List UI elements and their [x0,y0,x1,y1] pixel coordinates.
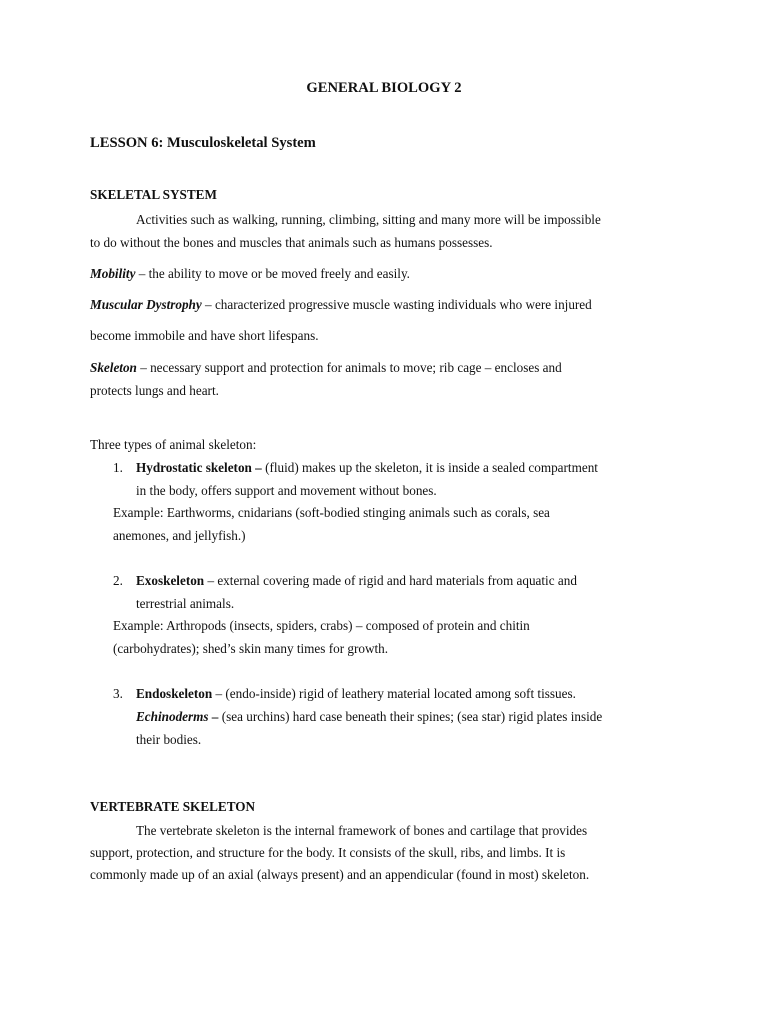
echinoderms-term: Echinoderms – [136,709,219,724]
hydrostatic-text: (fluid) makes up the skeleton, it is inside a sealed compartment [261,460,598,475]
echinoderms-item [136,710,602,723]
intro-line-2: to do without the bones and muscles that animals such as humans possesses. [90,235,493,250]
vertebrate-skeleton-heading: VERTEBRATE SKELETON [90,799,256,814]
mobility-text: – the ability to move or be moved freely and easily. [135,266,410,281]
types-intro: Three types of animal skeleton: [90,437,257,452]
list-number-1: 1. [113,460,123,475]
vertebrate-line-1: The vertebrate skeleton is the internal framework of bones and cartilage that provides [136,823,588,838]
dystrophy-term: Muscular Dystrophy [90,297,202,312]
skeletal-system-heading: SKELETAL SYSTEM [90,187,217,202]
document-title: GENERAL BIOLOGY 2 [306,80,462,96]
exoskeleton-text: – external covering made of rigid and hard materials from aquatic and [204,573,577,588]
skeleton-definition [90,361,562,374]
echinoderms-text: (sea urchins) hard case beneath their spines; (sea star) rigid plates inside [218,709,603,724]
dystrophy-definition-line-2: become immobile and have short lifespans. [90,328,319,343]
exoskeleton-example-line-1: Example: Arthropods (insects, spiders, crabs) – composed of protein and chitin [113,618,530,633]
list-number-2: 2. [113,573,123,588]
vertebrate-line-3: commonly made up of an axial (always present) and an appendicular (found in most) skeleton. [90,867,590,882]
lesson-heading: LESSON 6: Musculoskeletal System [90,135,316,151]
endoskeleton-term: Endoskeleton [136,686,213,701]
exoskeleton-text-line-2: terrestrial animals. [136,596,235,611]
hydrostatic-example-line-1: Example: Earthworms, cnidarians (soft-bodied stinging animals such as corals, sea [113,505,550,520]
dystrophy-definition [90,298,592,311]
exoskeleton-item [136,574,577,587]
endoskeleton-item [136,687,576,700]
skeleton-term: Skeleton [90,360,137,375]
exoskeleton-term: Exoskeleton [136,573,205,588]
hydrostatic-text-line-2: in the body, offers support and movement without bones. [136,483,437,498]
list-number-3: 3. [113,686,123,701]
exoskeleton-example-line-2: (carbohydrates); shed’s skin many times for growth. [113,641,389,656]
echinoderms-text-line-2: their bodies. [136,732,202,747]
intro-line-1: Activities such as walking, running, climbing, sitting and many more will be impossible [136,212,601,227]
hydrostatic-term: Hydrostatic skeleton – [136,460,262,475]
skeleton-text: – necessary support and protection for animals to move; rib cage – encloses and [136,360,562,375]
skeleton-definition-line-2: protects lungs and heart. [90,383,219,398]
hydrostatic-item [136,461,598,474]
endoskeleton-text: – (endo-inside) rigid of leathery material located among soft tissues. [212,686,576,701]
hydrostatic-example-line-2: anemones, and jellyfish.) [113,528,246,543]
dystrophy-text: – characterized progressive muscle wasting individuals who were injured [201,297,592,312]
vertebrate-line-2: support, protection, and structure for the body. It consists of the skull, ribs, and limbs. It is [90,845,566,860]
mobility-term: Mobility [90,266,136,281]
mobility-definition [90,267,410,280]
